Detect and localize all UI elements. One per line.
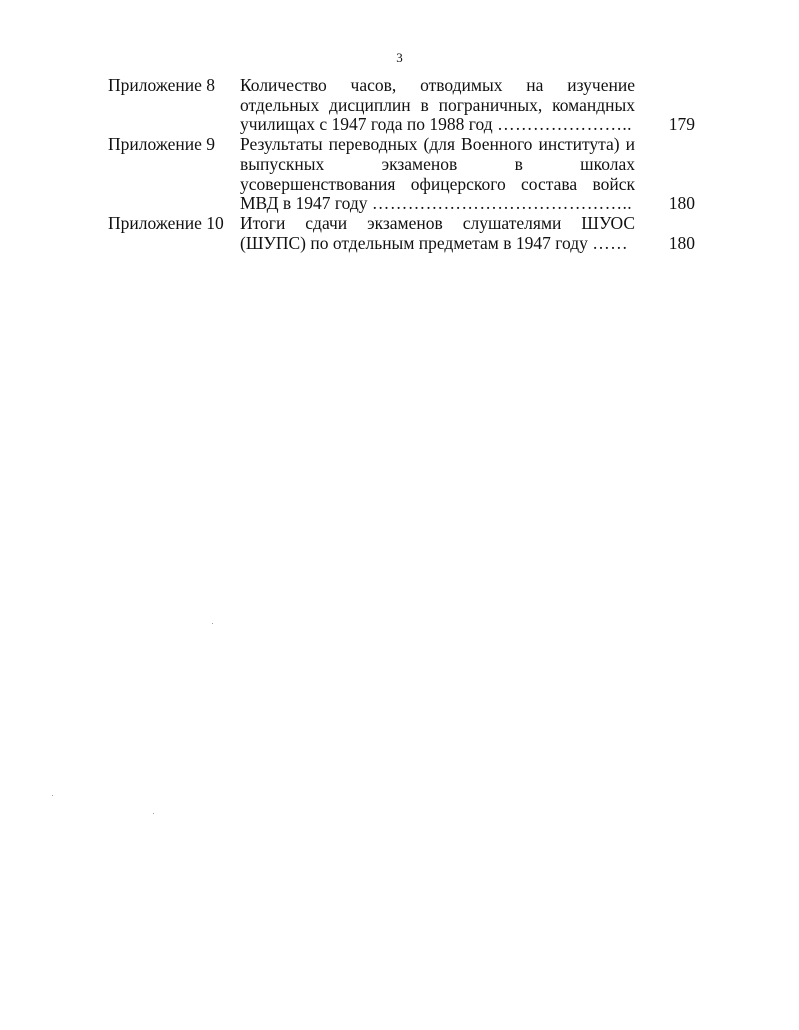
toc-entry-title-line — [240, 194, 635, 214]
toc-entry-title-line — [240, 115, 635, 135]
toc-entry-title-last: МВД в 1947 году — [240, 193, 368, 214]
toc-entry-title-last: (ШУПС) по отдельным предметам в 1947 году — [240, 232, 588, 253]
toc-entry-appendix-10[interactable] — [108, 214, 698, 253]
toc-entry-title-line: выпускных экзаменов в школах — [240, 153, 635, 174]
toc-entry-title-line: усовершенствования офицерского состава войск — [240, 173, 635, 194]
dot-leader: …………………………………….. — [371, 193, 633, 214]
dot-leader: …… — [592, 232, 629, 253]
toc-entry-label: Приложение 8 — [108, 75, 216, 95]
dot-leader: ………………….. — [497, 114, 632, 135]
toc-entry-title-line: отдельных дисциплин в пограничных, командных — [240, 94, 635, 115]
toc-entry-label: Приложение 9 — [108, 134, 216, 155]
toc-entry-appendix-8[interactable] — [108, 76, 698, 135]
toc-entry-title-last: училищах с 1947 года по 1988 год — [240, 114, 493, 135]
table-of-contents — [108, 76, 698, 253]
scan-speck — [52, 795, 53, 796]
toc-entry-title-line — [240, 234, 635, 254]
toc-entry-title-line: Результаты переводных (для Военного института) и — [240, 134, 635, 155]
toc-entry-page: 180 — [668, 193, 695, 214]
toc-entry-label: Приложение 10 — [108, 212, 224, 233]
toc-entry-title — [240, 135, 635, 214]
scan-speck — [153, 813, 154, 814]
toc-entry-page: 180 — [668, 232, 695, 253]
page-number: 3 — [396, 50, 403, 65]
scan-speck — [212, 623, 213, 624]
toc-entry-title-line: Количество часов, отводимых на изучение — [240, 75, 635, 95]
toc-entry-title — [240, 76, 635, 135]
toc-entry-title — [240, 214, 635, 253]
toc-entry-appendix-9[interactable] — [108, 135, 698, 214]
toc-entry-page: 179 — [668, 114, 695, 135]
toc-entry-title-line: Итоги сдачи экзаменов слушателями ШУОС — [240, 212, 635, 233]
